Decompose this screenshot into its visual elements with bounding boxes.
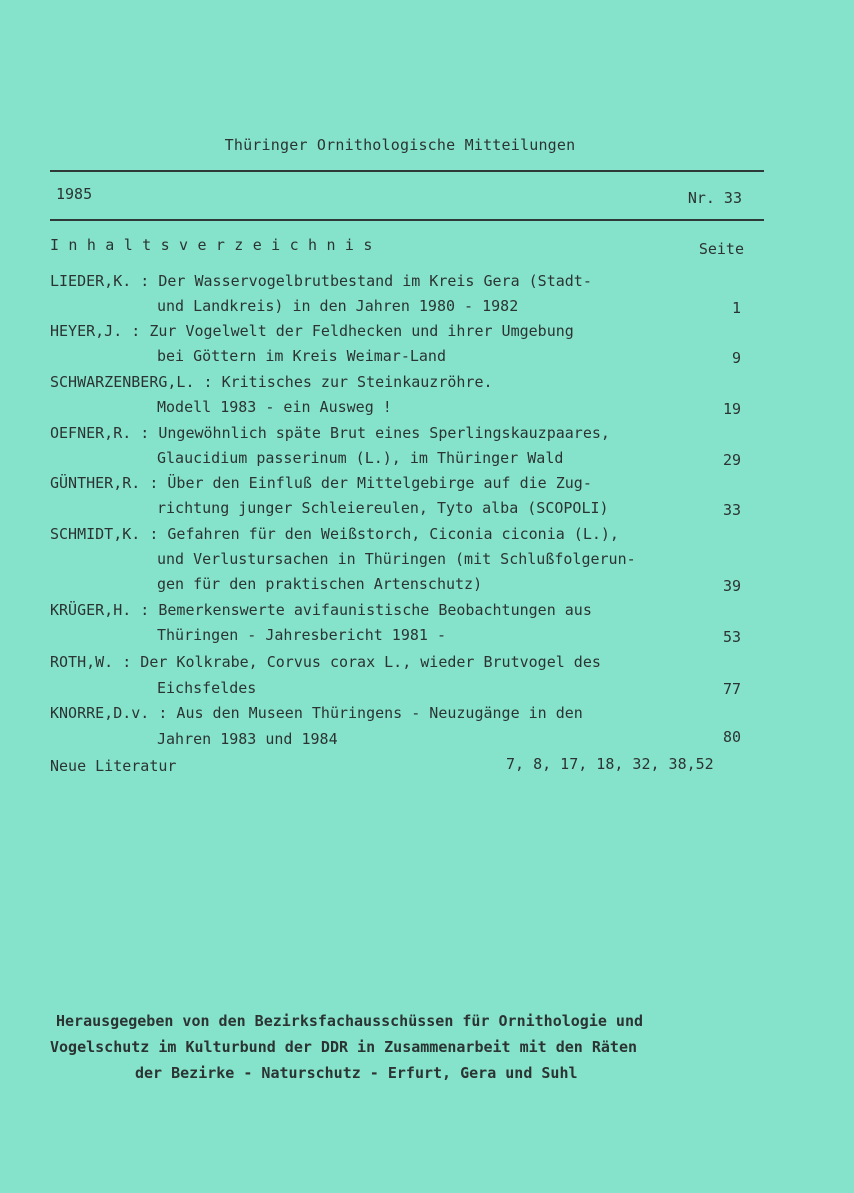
toc-entry-line: LIEDER,K. : Der Wasservogelbrutbestand im Kreis Gera (Stadt- (50, 272, 592, 290)
toc-entry-line: Eichsfeldes (157, 679, 257, 697)
toc-entry-line: HEYER,J. : Zur Vogelwelt der Feldhecken und ihrer Umgebung (50, 322, 574, 340)
toc-entry-line: SCHWARZENBERG,L. : Kritisches zur Steinkauzröhre. (50, 373, 493, 391)
toc-entry-page: 1 (731, 299, 741, 317)
literature-pages: 7, 8, 17, 18, 32, 38,52 (506, 755, 714, 773)
toc-entry-page: 33 (722, 501, 741, 519)
year: 1985 (56, 185, 93, 203)
publisher-line: Vogelschutz im Kulturbund der DDR in Zusammenarbeit mit den Räten (50, 1038, 637, 1056)
toc-entry-line: Thüringen - Jahresbericht 1981 - (157, 626, 446, 644)
toc-entry-line: KNORRE,D.v. : Aus den Museen Thüringens - Neuzugänge in den (50, 704, 583, 722)
toc-entry-line: SCHMIDT,K. : Gefahren für den Weißstorch, Ciconia ciconia (L.), (50, 525, 619, 543)
journal-title: Thüringer Ornithologische Mitteilungen (224, 136, 576, 154)
toc-entry-line: gen für den praktischen Artenschutz) (157, 575, 483, 593)
toc-entry-page: 80 (722, 728, 741, 746)
toc-entry-page: 9 (731, 349, 741, 367)
issue-number: Nr. 33 (687, 189, 742, 207)
top-rule (50, 170, 764, 172)
toc-entry-line: Modell 1983 - ein Ausweg ! (157, 398, 392, 416)
publisher-line: Herausgegeben von den Bezirksfachausschüssen für Ornithologie und (56, 1012, 643, 1030)
page-column-label: Seite (698, 240, 744, 258)
toc-entry-line: Jahren 1983 und 1984 (157, 730, 338, 748)
bottom-rule (50, 219, 764, 221)
toc-entry-line: richtung junger Schleiereulen, Tyto alba (SCOPOLI) (157, 499, 609, 517)
toc-heading: Inhaltsverzeichnis (50, 236, 382, 254)
toc-entry-page: 39 (722, 577, 741, 595)
toc-entry-page: 53 (722, 628, 741, 646)
publisher-line: der Bezirke - Naturschutz - Erfurt, Gera und Suhl (135, 1064, 578, 1082)
toc-entry-page: 29 (722, 451, 741, 469)
toc-entry-line: KRÜGER,H. : Bemerkenswerte avifaunistische Beobachtungen aus (50, 601, 592, 619)
toc-entry-line: ROTH,W. : Der Kolkrabe, Corvus corax L., wieder Brutvogel des (50, 653, 601, 671)
toc-entry-line: bei Göttern im Kreis Weimar-Land (157, 347, 446, 365)
toc-entry-line: GÜNTHER,R. : Über den Einfluß der Mittelgebirge auf die Zug- (50, 474, 592, 492)
toc-entry-line: und Landkreis) in den Jahren 1980 - 1982 (157, 297, 519, 315)
toc-entry-line: OEFNER,R. : Ungewöhnlich späte Brut eines Sperlingskauzpaares, (50, 424, 610, 442)
toc-entry-line: und Verlustursachen in Thüringen (mit Schlußfolgerun- (157, 550, 636, 568)
literature-label: Neue Literatur (50, 757, 177, 775)
toc-entry-line: Glaucidium passerinum (L.), im Thüringer Wald (157, 449, 564, 467)
toc-entry-page: 19 (722, 400, 741, 418)
toc-entry-page: 77 (722, 680, 741, 698)
